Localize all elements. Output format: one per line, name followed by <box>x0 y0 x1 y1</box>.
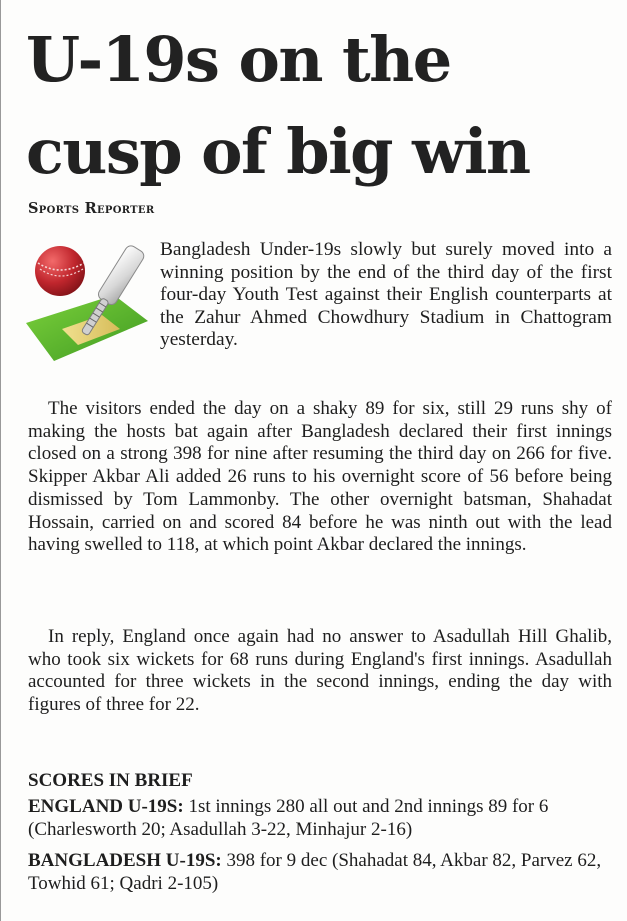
headline-line-1: U-19s on the <box>26 23 451 96</box>
scores-heading: SCORES IN BRIEF <box>28 770 193 791</box>
score-england <box>28 795 616 841</box>
team-england: ENGLAND U-19S: <box>28 796 184 817</box>
ball-shape <box>35 246 85 296</box>
cricket-ball-bat-pitch-icon <box>24 233 150 373</box>
headline <box>26 14 626 198</box>
score-england-text: 1st innings 280 all out and 2nd innings 89 for 6 (Charlesworth 20; Asadullah 3-22, Minhajur 2-16) <box>28 796 549 840</box>
score-bangladesh <box>28 849 616 895</box>
body-paragraph-2: The visitors ended the day on a shaky 89 for six, still 29 runs shy of making the hosts bat again after Bangladesh declared their first innings closed on a strong 398 for nine after resuming the third day on 266 for five. Skipper Akbar Ali added 26 runs to his overnight score of 56 before being dismissed by Tom Lammonby. The other overnight batsman, Shahadat Hossain, carried on and scored 84 before he was ninth out with the lead having swelled to 118, at which point Akbar declared the innings. <box>28 398 612 556</box>
byline <box>28 200 154 217</box>
intro-paragraph: Bangladesh Under-19s slowly but surely moved into a winning position by the end of the third day of the first four-day Youth Test against their English counterparts at the Zahur Ahmed Chowdhury Stadium in Chattogram yesterday. <box>160 239 612 351</box>
byline-text: Sports Reporter <box>28 200 155 217</box>
body-paragraph-3: In reply, England once again had no answer to Asadullah Hill Ghalib, who took six wickets for 68 runs during England's first innings. Asadullah accounted for three wickets in the second innings, ending the day with figures of three for 22. <box>28 626 612 716</box>
cricket-icon-graphic <box>24 233 150 373</box>
column-rule <box>0 0 1 921</box>
score-bangladesh-text: 398 for 9 dec (Shahadat 84, Akbar 82, Parvez 62, Towhid 61; Qadri 2-105) <box>28 850 602 894</box>
headline-line-2: cusp of big win <box>26 115 530 188</box>
team-bangladesh: BANGLADESH U-19S: <box>28 850 222 871</box>
